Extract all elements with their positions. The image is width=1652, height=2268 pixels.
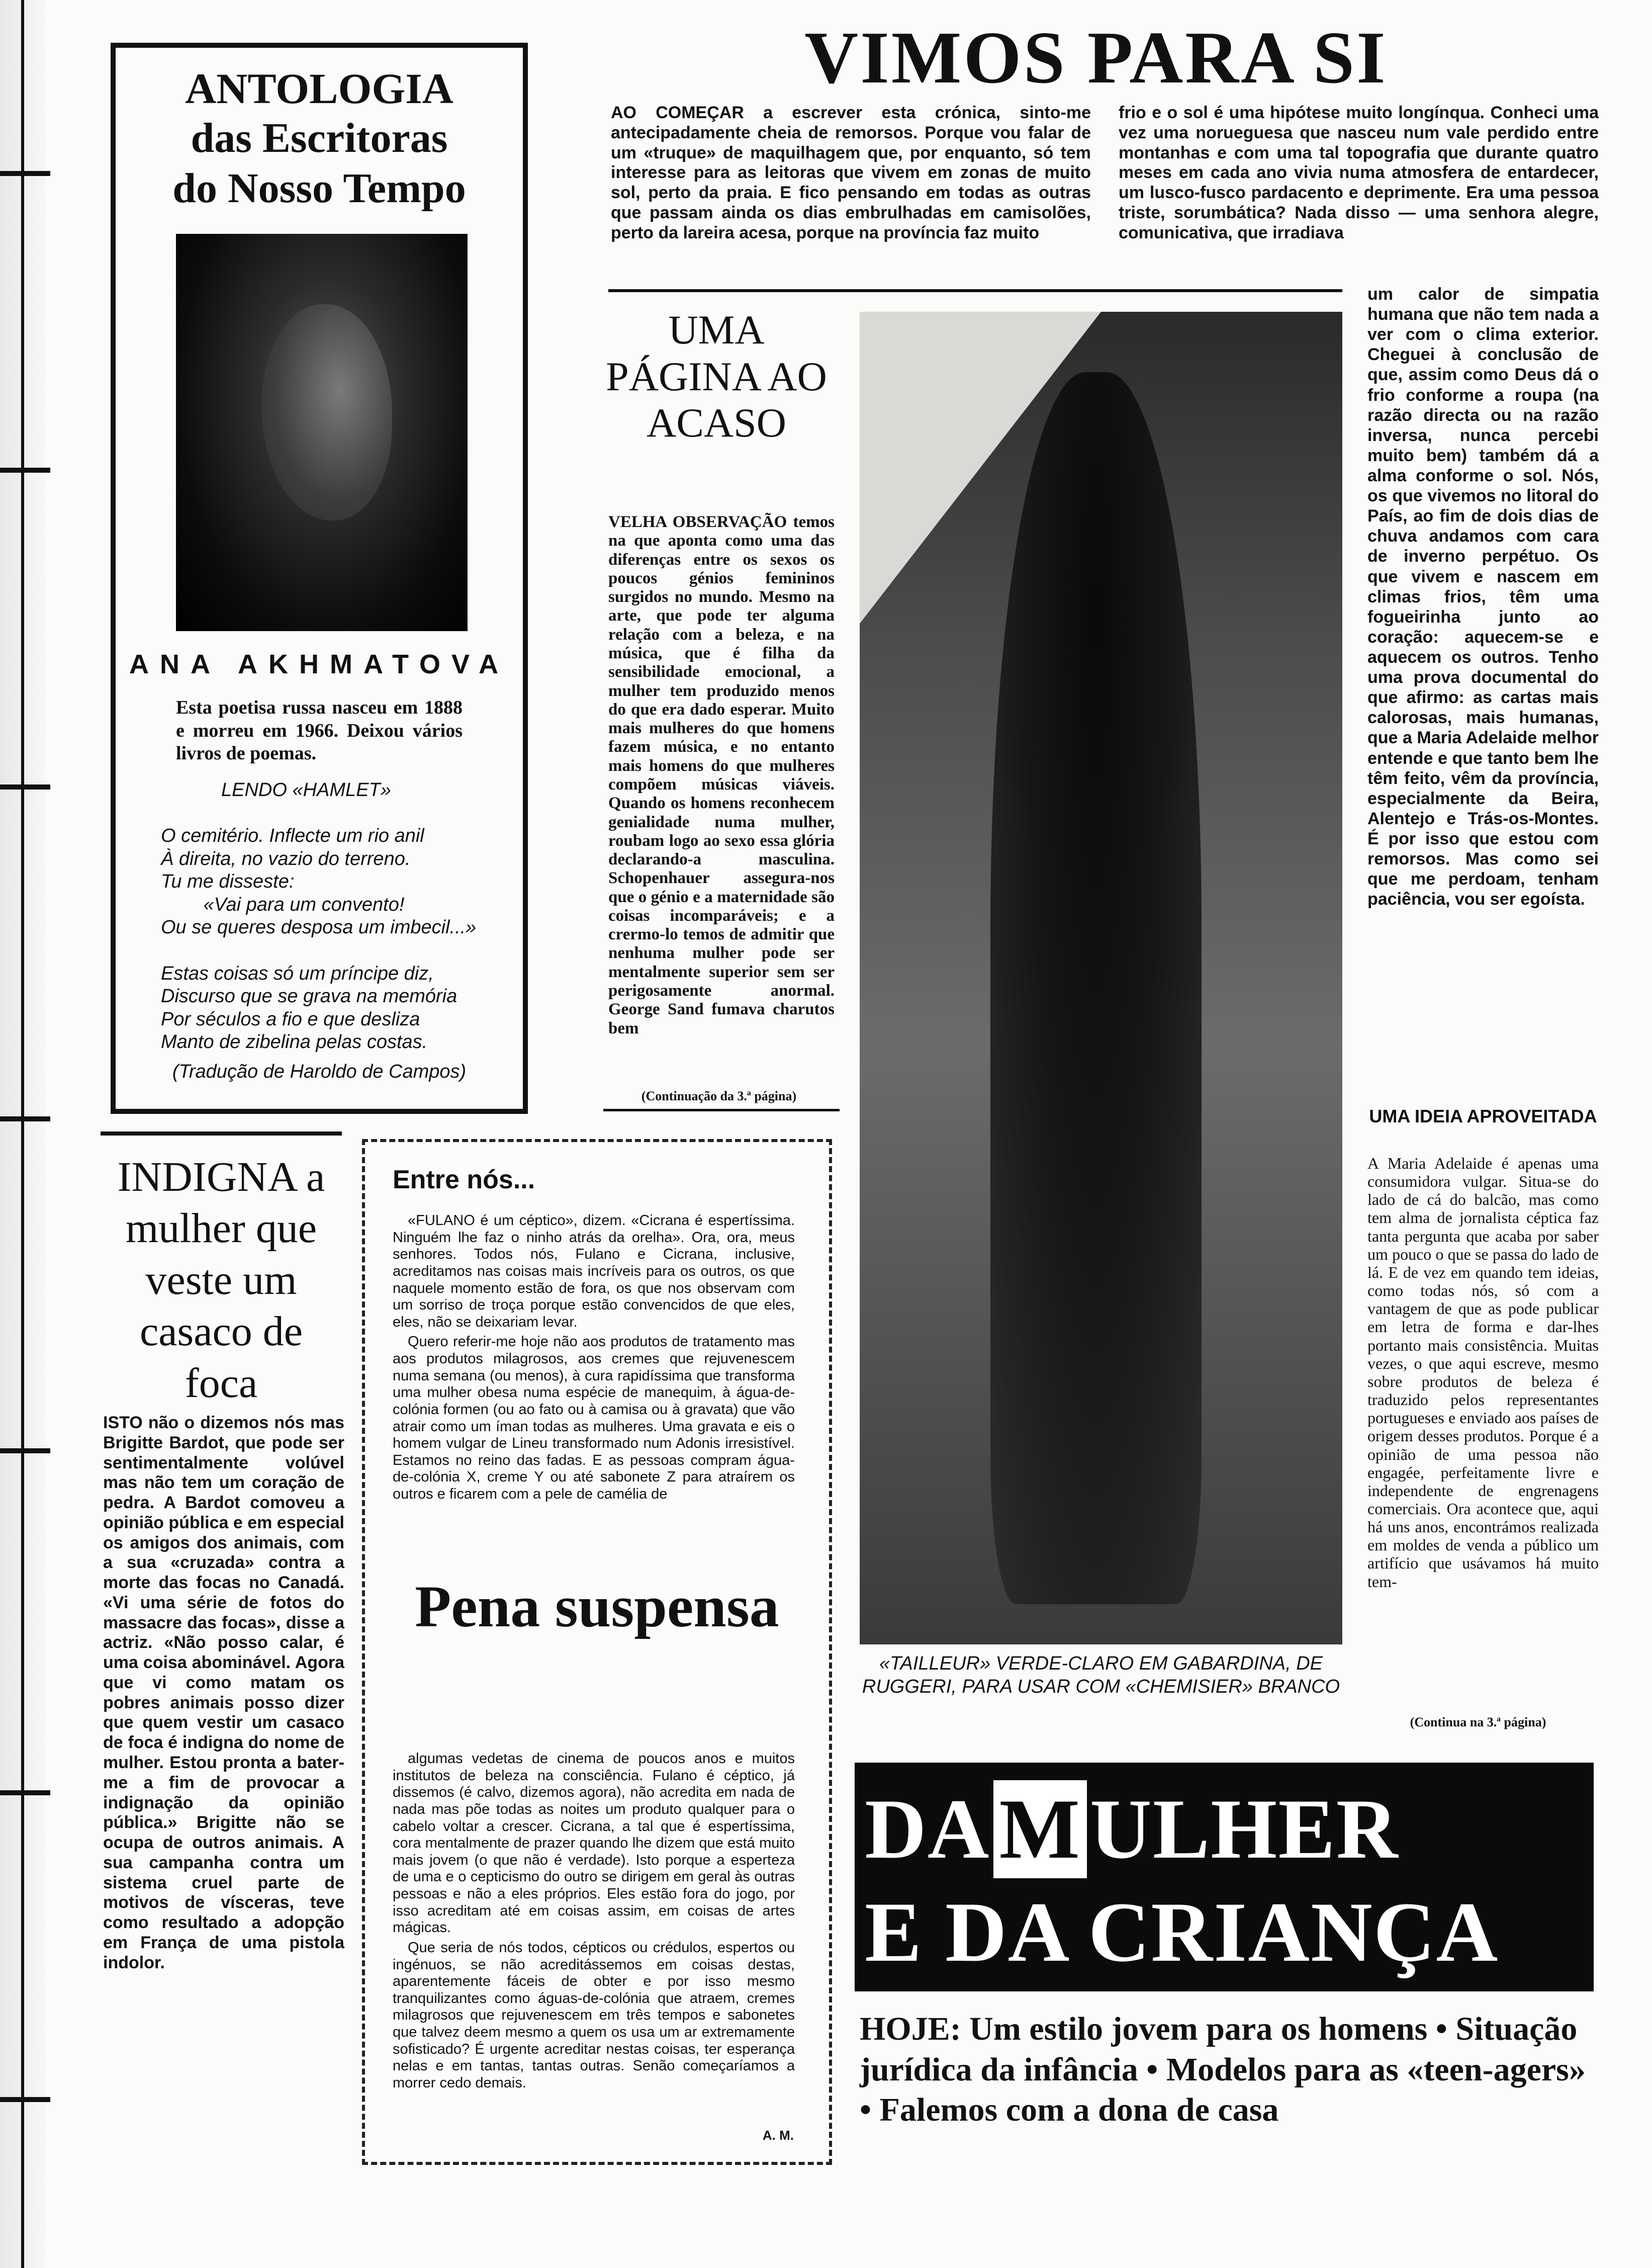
poem-line [161,939,503,963]
pena-suspensa-text [393,1751,795,2095]
indigna-text: ISTO não o dizemos nós mas Brigitte Bardot, que pode ser sentimentalmente volúvel mas não tem um coração de pedra. A Bardot comoveu a opinião pública e em especial os amigos dos animais, com a sua «cruzada» contra a morte das focas no Canadá. «Vi uma série de fotos do massacre das focas», disse a actriz. «Não posso calar, é uma coisa abominável. Agora que vi como matam os pobres animais posso dizer que quem vestir um casaco de foca é indigna do nome de mulher. Estou pronta a bater-me a fim de provocar a indignação da opinião pública.» Brigitte não se ocupa de outros animais. A sua campanha contra um sistema cruel parte de motivos de vísceras, teve como resultado a adopção em França de uma pistola indolor. [103,1413,344,1972]
binding-rule [21,0,24,2268]
poem-line: Por séculos a fio e que desliza [161,1008,420,1030]
section-rule [608,289,1342,292]
antologia-subtitle: das Escritoras [191,115,448,161]
antologia-box [111,43,528,1114]
binding-mark [0,171,50,176]
paragraph: «FULANO é um céptico», dizem. «Cicrana é espertíssima. Ninguém lhe faz o ninho atrás da orelha». Ora, ora, meus senhores. Todos nós, Fulano e Cicrana, inclusive, acreditamos nas coisas mais incríveis para os outros, os que naquele momento estão de fora, os que nos observam com um sorriso de troça porque estão convencidos de que eles, eles, não se deixariam levar. [393,1212,795,1330]
pagina-text: VELHA OBSERVAÇÃO temos na que aponta como uma das diferenças entre os sexos os poucos génios femininos surgidos no mundo. Mesmo na arte, que pode ter alguma relação com a beleza, e na música, que é filha da sensibilidade emocional, a mulher tem produzido menos do que era dado esperar. Muito mais mulheres do que homens fazem música, e no entanto mais homens do que mulheres compõem músicas viáveis. Quando os homens reconhecem genialidade numa mulher, roubam logo ao sexo essa glória declarando-a masculina. Schopenhauer assegura-nos que o génio e a maternidade são coisas incomparáveis; e a crermo-lo temos de admitir que nenhuma mulher pode ser mentalmente superior sem ser perigosamente anormal. George Sand fumava charutos bem [608,513,835,1037]
banner-word: ULHER [1090,1782,1399,1876]
antologia-title: ANTOLOGIA [185,64,453,113]
photo-caption: «TAILLEUR» VERDE-CLARO EM GABARDINA, DE RUGGERI, PARA USAR COM «CHEMISIER» BRANCO [862,1653,1340,1698]
banner-word: DA [865,1782,990,1876]
vimos-headline: VIMOS PARA SI [804,17,1388,99]
paragraph: Que seria de nós todos, cépticos ou crédulos, espertos ou ingénuos, se não acreditássemos em coisas destas, aparentemente fáceis de obter e por isso mesmo tranquilizantes como águas-de-colónia que atraem, cremes milagrosos que rejuvenescem em três tempos e sabonetes que talvez deem mesmo a quem os usa um ar extremamente sofisticado? É urgente acreditar nestas coisas, ter esperança nelas e em tantas, tantas outras. Senão começaríamos a morrer cedo demais. [393,1939,795,2091]
portrait-face [261,304,392,520]
binding-mark [0,1790,50,1795]
translation-credit: (Tradução de Haroldo de Campos) [172,1061,467,1082]
paragraph: algumas vedetas de cinema de poucos anos e muitos institutos de beleza na consciência. Fulano é céptico, já dissemos (é calvo, dizemos agora), não acredita em nada de nada mas põe todas as noites um produto qualquer para o cabelo voltar a crescer. Cicrana, a tal que é espertíssima, cora mentalmente de prazer quando lhe dizem que está muito mais jovem (o que não é verdade). Isto porque a esperteza de uma e o cepticismo do outro se dirigem em geral às outras pessoas e não a eles próprios. Eles estão fora do jogo, por isso acreditam até em coisas assim, em coisas de artes mágicas. [393,1751,795,1936]
indigna-headline: INDIGNA a mulher que veste um casaco de foca [117,1154,325,1407]
binding-mark [0,1116,50,1121]
pagina-continued: (Continuação da 3.ª página) [641,1089,797,1103]
binding-mark [0,2097,50,2102]
poem-line: À direita, no vazio do terreno. [161,848,411,869]
banner-line-1 [865,1780,1399,1878]
entre-nos-box [362,1139,832,2165]
model-figure [990,372,1202,1604]
vimos-column-1: AO COMEÇAR a escrever esta crónica, sinto-me antecipadamente cheia de remorsos. Porque vou falar de um «truque» de maquilhagem que, por enquanto, só tem interesse para as leitoras que vivem em zonas de muito sol, perto da praia. E fico pensando em todas as outras que passam ainda os dias embrulhadas em camisolões, perto da lareira acesa, porque na província faz muito [611,103,1091,242]
poem-line: Estas coisas só um príncipe diz, [161,963,434,984]
poem-line: Discurso que se grava na memória [161,986,457,1007]
binding-mark [0,784,50,790]
signature: A. M. [762,2128,794,2143]
poem-line: «Vai para um convento! [161,894,405,915]
poem-line: Ou se queres desposa um imbecil...» [161,917,477,938]
banner-line-2: E DA CRIANÇA [865,1885,1499,1979]
author-bio: Esta poetisa russa nasceu em 1888 e morreu em 1966. Deixou vários livros de poemas. [176,697,463,764]
ideia-text: A Maria Adelaide é apenas uma consumidora vulgar. Situa-se do lado de cá do balcão, mas como tem alma de jornalista céptica faz tanta pergunta que acaba por saber um pouco o que se passa do lado de lá. E de vez em quando tem ideias, como todas nós, só com a vantagem de que as pode publicar em letra de forma e dar-lhes portanto mais consistência. Muitas vezes, o que aqui escreve, mesmo sobre produtos de beleza é traduzido pelos representantes portugueses e enviado aos países de origem desses produtos. Porque é a opinião de uma pessoa não engagée, perfeitamente livre e independente de engrenagens comerciais. Ora acontece que, aqui há uns anos, encontrámos realizada em moldes de venda a público um artifício que usávamos há muito tem- [1367,1154,1599,1591]
poem-line: O cemitério. Inflecte um rio anil [161,825,424,846]
binding-mark [0,468,50,473]
poem-title: LENDO «HAMLET» [221,779,391,801]
pena-suspensa-headline: Pena suspensa [415,1574,779,1639]
author-name: ANA AKHMATOVA [129,649,509,679]
vimos-column-3: um calor de simpatia humana que não tem nada a ver com o clima exterior. Cheguei à conclusão de que, assim como Deus dá o frio conforme a roupa (na razão directa ou na razão inversa, nunca percebi muito bem) também dá a alma conforme o sol. Nós, os que vivemos no litoral do País, ao fim de dois dias de chuva andamos com cara de inverno perpétuo. Os que vivem e nascem em climas frios, têm uma fogueirinha junto ao coração: aquecem-se e aquecem os outros. Tenho uma prova documental do que afirmo: as cartas mais calorosas, mais humanas, que a Maria Adelaide melhor entende e que tanto bem lhe têm feito, vêm da província, especialmente da Beira, Alentejo e Trás-os-Montes. É por isso que estou com remorsos. Mas como sei que me perdoam, tenham paciência, vou ser egoísta. [1367,285,1599,909]
paragraph: Quero referir-me hoje não aos produtos de tratamento mas aos produtos milagrosos, aos cremes que rejuvenescem numa semana (ou menos), à cura rapidíssima que transforma uma mulher obesa numa espécie de manequim, à água-de-colónia formen (ou ao fato ou à camisa ou à gravata) que vão atrair como um íman todas as mulheres. Uma gravata e eis o homem vulgar de Lineu transformado num Adonis irresistível. Estamos no reino das fadas. E as pessoas compram água-de-colónia X, creme Y ou até sabonete Z para atraírem os outros e ficarem com a pele de camélia de [393,1334,795,1502]
vimos-column-2: frio e o sol é uma hipótese muito longínqua. Conheci uma vez uma norueguesa que nasceu num vale perdido entre montanhas e com uma tal topografia que durante quatro meses em cada ano vivia numa atmosfera de entardecer, um lusco-fusco pardacento e deprimente. Era uma pessoa triste, sorumbática? Nada disso — uma senhora alegre, comunicativa, que irradiava [1119,103,1599,242]
pagina-headline: UMA PÁGINA AO ACASO [606,307,827,446]
fashion-photo [860,312,1342,1644]
entre-nos-text [393,1212,795,1506]
ideia-continued: (Continua na 3.ª página) [1410,1715,1546,1729]
banner-logo-letter: M [993,1780,1087,1878]
poem-line: Manto de zibelina pelas costas. [161,1031,428,1053]
column-rule [603,1109,840,1111]
binding-mark [0,1448,50,1453]
today-teaser: HOJE: Um estilo jovem para os homens • Situação jurídica da infância • Modelos para as «teen-agers» • Falemos com a dona de casa [860,2011,1586,2129]
poem-line: Tu me disseste: [161,871,295,893]
antologia-subtitle-2: do Nosso Tempo [172,165,466,212]
author-portrait [176,234,468,631]
entre-nos-title: Entre nós... [393,1165,535,1194]
section-rule [101,1131,342,1136]
poem [161,825,503,1054]
section-banner [855,1763,1594,1991]
ideia-headline: UMA IDEIA APROVEITADA [1369,1106,1597,1126]
